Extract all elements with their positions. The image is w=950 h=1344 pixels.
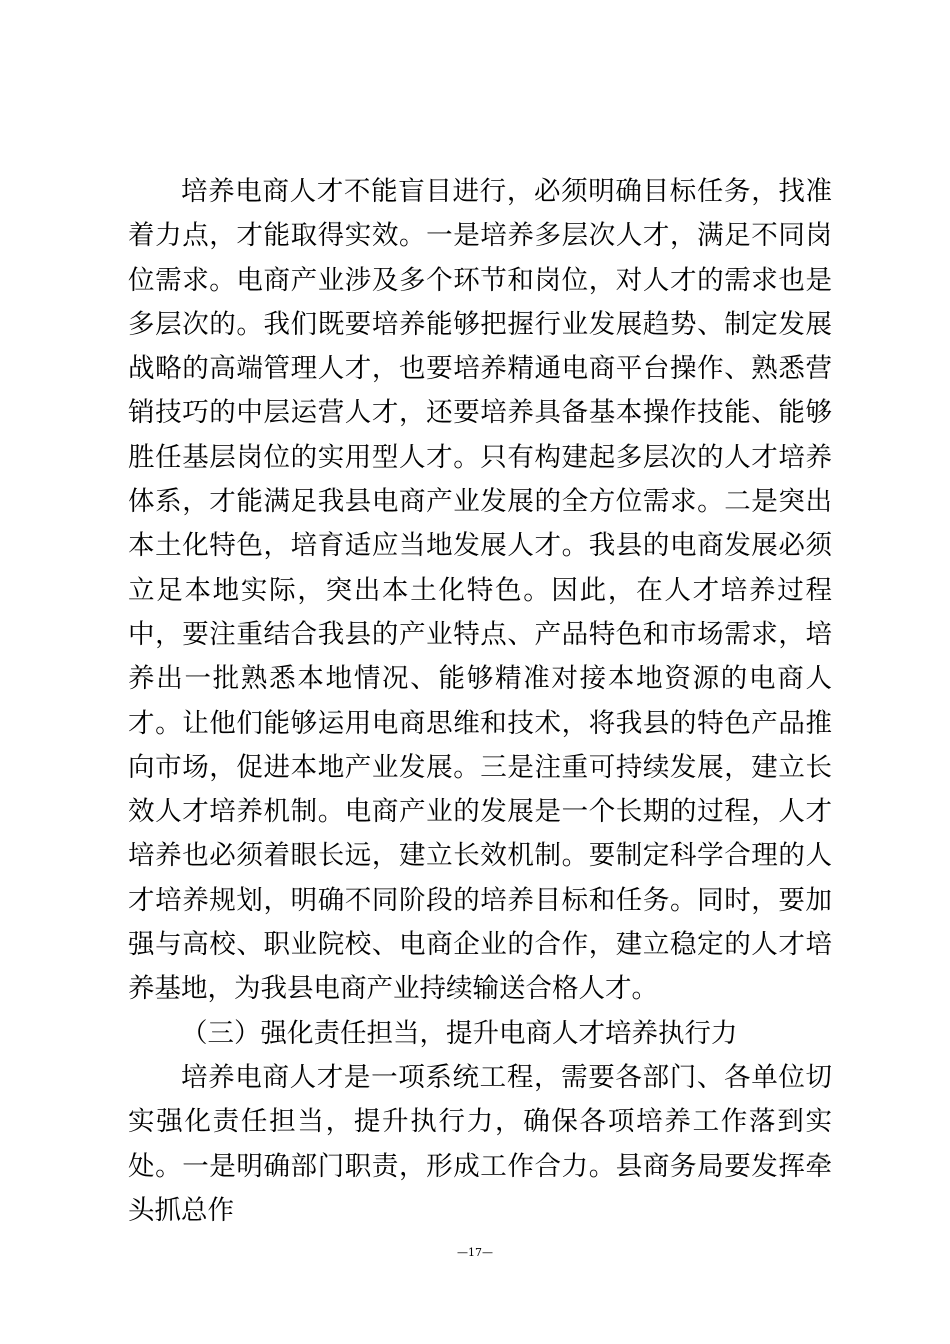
page-number: —17— xyxy=(457,1246,493,1259)
paragraph-talent-goals: 培养电商人才不能盲目进行，必须明确目标任务，找准着力点，才能取得实效。一是培养多层次人才，满足不同岗位需求。电商产业涉及多个环节和岗位，对人才的需求也是多层次的。我们既要培养能够把握行业发展趋势、制定发展战略的高端管理人才，也要培养精通电商平台操作、熟悉营销技巧的中层运营人才，还要培养具备基本操作技能、能够胜任基层岗位的实用型人才。只有构建起多层次的人才培养体系，才能满足我县电商产业发展的全方位需求。二是突出本土化特色，培育适应当地发展人才。我县的电商发展必须立足本地实际，突出本土化特色。因此，在人才培养过程中，要注重结合我县的产业特点、产品特色和市场需求，培养出一批熟悉本地情况、能够精准对接本地资源的电商人才。让他们能够运用电商思维和技术，将我县的特色产品推向市场，促进本地产业发展。三是注重可持续发展，建立长效人才培养机制。电商产业的发展是一个长期的过程，人才培养也必须着眼长远，建立长效机制。要制定科学合理的人才培养规划，明确不同阶段的培养目标和任务。同时，要加强与高校、职业院校、电商企业的合作，建立稳定的人才培养基地，为我县电商产业持续输送合格人才。 xyxy=(128,176,832,1005)
paragraph-responsibility: 培养电商人才是一项系统工程，需要各部门、各单位切实强化责任担当，提升执行力，确保各项培养工作落到实处。一是明确部门职责，形成工作合力。县商务局要发挥牵头抓总作 xyxy=(128,1061,832,1226)
body-text xyxy=(128,170,832,1233)
section-heading-3: （三）强化责任担当，提升电商人才培养执行力 xyxy=(181,1017,738,1049)
